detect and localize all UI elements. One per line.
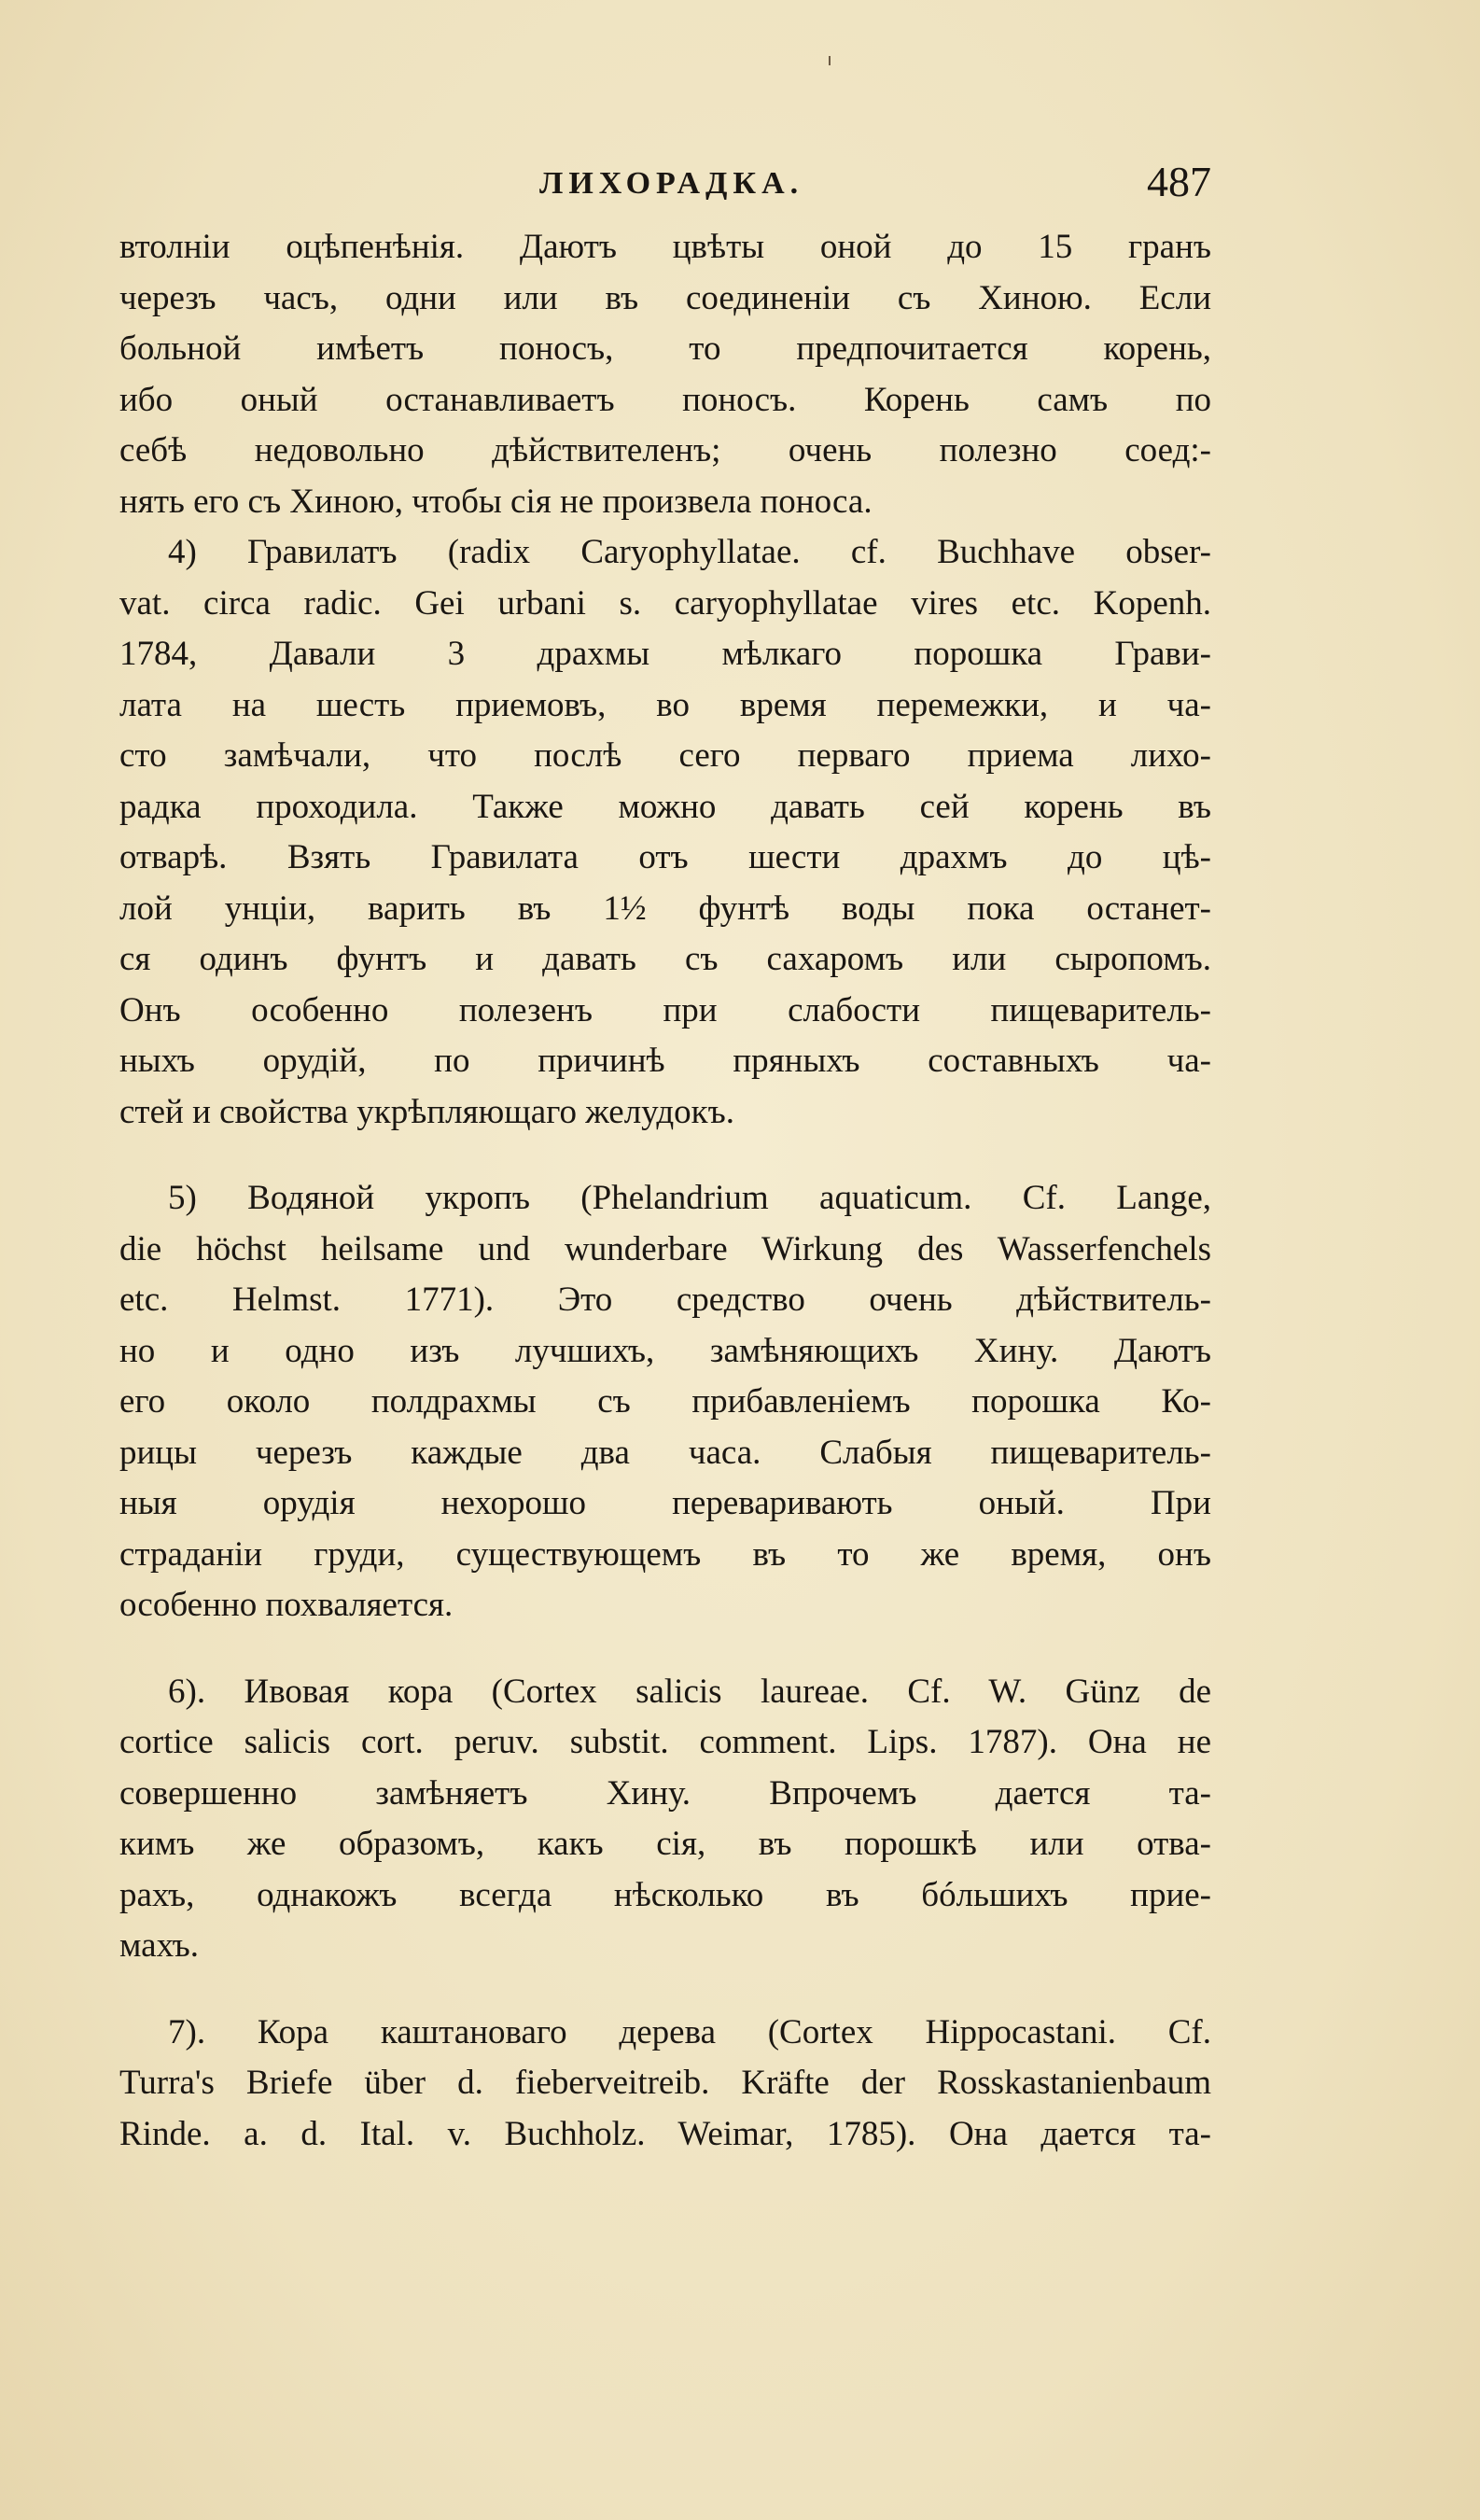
text-line: его около полдрахмы съ прибавленіемъ порошка Ко- [119, 1382, 1211, 1421]
text-line: ныхъ орудій, по причинѣ пряныхъ составныхъ ча- [119, 1042, 1211, 1080]
paragraph-item-4 [119, 527, 1211, 1138]
text-line: ибо оный останавливаетъ поносъ. Корень самъ по [119, 380, 1211, 419]
paragraph-gap [119, 1972, 1211, 2008]
text-line: 7). Кора каштановаго дерева (Cortex Hippocastani. Cf. [168, 2012, 1211, 2051]
text-line: сто замѣчали, что послѣ сего перваго приема лихо- [119, 736, 1211, 775]
text-line: особенно похваляется. [119, 1586, 454, 1624]
text-line: die höchst heilsame und wunderbare Wirkung des Wasserfenchels [119, 1229, 1211, 1268]
text-line: страданіи груди, существующемъ въ то же время, онъ [119, 1534, 1211, 1574]
running-title: ЛИХОРАДКА. [539, 166, 804, 201]
text-line: втолніи оцѣпенѣнія. Даютъ цвѣты оной до 15 гранъ [119, 228, 1211, 266]
text-line: лата на шесть приемовъ, во время перемежки, и ча- [119, 685, 1211, 724]
text-line: радка проходила. Также можно давать сей корень въ [119, 787, 1211, 826]
text-line: etc. Helmst. 1771). Это средство очень дѣйствитель- [119, 1281, 1211, 1319]
text-line: но и одно изъ лучшихъ, замѣняющихъ Хину. Даютъ [119, 1331, 1211, 1370]
text-line: нять его съ Хиною, чтобы сія не произвела поноса. [119, 482, 873, 521]
body-text [119, 222, 1211, 2160]
paragraph-item-6 [119, 1667, 1211, 1972]
paragraph-item-7 [119, 2008, 1211, 2161]
text-line: совершенно замѣняетъ Хину. Впрочемъ дается та- [119, 1773, 1211, 1813]
text-line: 1784, Давали 3 драхмы мѣлкаго порошка Грави- [119, 635, 1211, 673]
text-line: Turra's Briefe über d. fieberveitreib. Kräfte der Rosskastanienbaum [119, 2064, 1211, 2102]
text-line: cortice salicis cort. peruv. substit. comment. Lips. 1787). Она не [119, 1723, 1211, 1761]
text-line: 4) Гравилатъ (radix Caryophyllatae. cf. Buchhave obser- [168, 533, 1211, 571]
text-line: махъ. [119, 1926, 200, 1965]
text-line: ныя орудія нехорошо переваривають оный. При [119, 1484, 1211, 1522]
text-line: 5) Водяной укропъ (Phelandrium aquaticum. Cf. Lange, [168, 1179, 1211, 1217]
text-line: Rinde. a. d. Ital. v. Buchholz. Weimar, 1785). Она дается та- [119, 2114, 1211, 2153]
text-line: vat. circa radic. Gei urbani s. caryophyllatae vires etc. Kopenh. [119, 583, 1211, 623]
text-line: Онъ особенно полезенъ при слабости пищеваритель- [119, 990, 1211, 1029]
paragraph-continuation [119, 222, 1211, 527]
text-line: 6). Ивовая кора (Cortex salicis laureae. Cf. W. Günz de [168, 1672, 1211, 1711]
paragraph-item-5 [119, 1173, 1211, 1631]
running-head [119, 158, 1211, 222]
paragraph-gap [119, 1631, 1211, 1667]
paragraph-gap [119, 1138, 1211, 1173]
text-line: ся одинъ фунтъ и давать съ сахаромъ или сыропомъ. [119, 940, 1211, 978]
text-line: черезъ часъ, одни или въ соединеніи съ Хиною. Если [119, 278, 1211, 317]
page-mark [829, 56, 831, 65]
page-number: 487 [1147, 158, 1211, 205]
text-line: больной имѣетъ поносъ, то предпочитается корень, [119, 329, 1211, 368]
text-line: лой унціи, варить въ 1½ фунтѣ воды пока останет- [119, 889, 1211, 928]
text-line: кимъ же образомъ, какъ сія, въ порошкѣ или отва- [119, 1825, 1211, 1863]
text-line: рицы черезъ каждые два часа. Слабыя пищеваритель- [119, 1433, 1211, 1472]
text-line: отварѣ. Взять Гравилата отъ шести драхмъ до цѣ- [119, 838, 1211, 876]
text-line: стей и свойства укрѣпляющаго желудокъ. [119, 1092, 735, 1131]
text-line: себѣ недовольно дѣйствителенъ; очень полезно соед:- [119, 431, 1211, 469]
text-line: рахъ, однакожъ всегда нѣсколько въ бóльшихъ прие- [119, 1875, 1211, 1914]
